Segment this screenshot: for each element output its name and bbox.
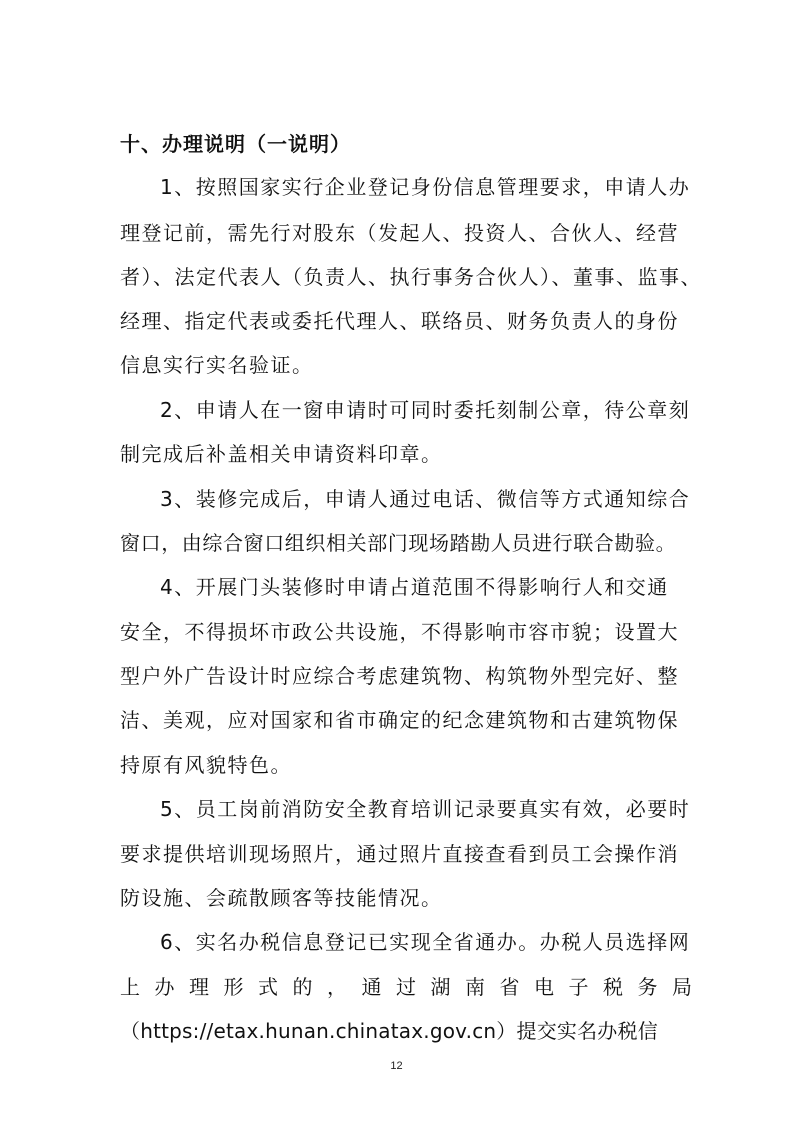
page-number: 12: [390, 1060, 403, 1072]
text-line: 理登记前，需先行对股东（发起人、投资人、合伙人、经营: [120, 221, 679, 245]
text-line: 防设施、会疏散顾客等技能情况。: [120, 886, 443, 910]
text-line: 制完成后补盖相关申请资料印章。: [120, 442, 443, 466]
text-line: 经理、指定代表或委托代理人、联络员、财务负责人的身份: [120, 309, 679, 333]
text-line: 1、按照国家实行企业登记身份信息管理要求，申请人办: [160, 175, 691, 199]
text-line: 上办理形式的，通过湖南省电子税务局: [120, 975, 707, 999]
text-line: 3、装修完成后，申请人通过电话、微信等方式通知综合: [160, 487, 691, 511]
text-line: 2、申请人在一窗申请时可同时委托刻制公章，待公章刻: [160, 398, 691, 422]
text-line: 者）、法定代表人（负责人、执行事务合伙人）、董事、监事、: [120, 265, 702, 289]
text-line: 持原有风貌特色。: [120, 753, 292, 777]
text-line: 安全，不得损坏市政公共设施，不得影响市容市貌；设置大: [120, 620, 679, 644]
text-line: （https://etax.hunan.chinatax.gov.cn）提交实名办税信: [120, 1019, 658, 1043]
text-line: 型户外广告设计时应综合考虑建筑物、构筑物外型完好、整: [120, 664, 679, 688]
text-line: 6、实名办税信息登记已实现全省通办。办税人员选择网: [160, 930, 691, 954]
text-line: 窗口，由综合窗口组织相关部门现场踏勘人员进行联合勘验。: [120, 531, 677, 555]
text-line: 信息实行实名验证。: [120, 353, 314, 377]
section-title: 十、办理说明（一说明）: [120, 132, 351, 156]
text-line: 洁、美观，应对国家和省市确定的纪念建筑物和古建筑物保: [120, 708, 679, 732]
text-line: 4、开展门头装修时申请占道范围不得影响行人和交通: [160, 575, 669, 599]
text-line: 要求提供培训现场照片，通过照片直接查看到员工会操作消: [120, 842, 679, 866]
text-line: 5、员工岗前消防安全教育培训记录要真实有效，必要时: [160, 797, 691, 821]
